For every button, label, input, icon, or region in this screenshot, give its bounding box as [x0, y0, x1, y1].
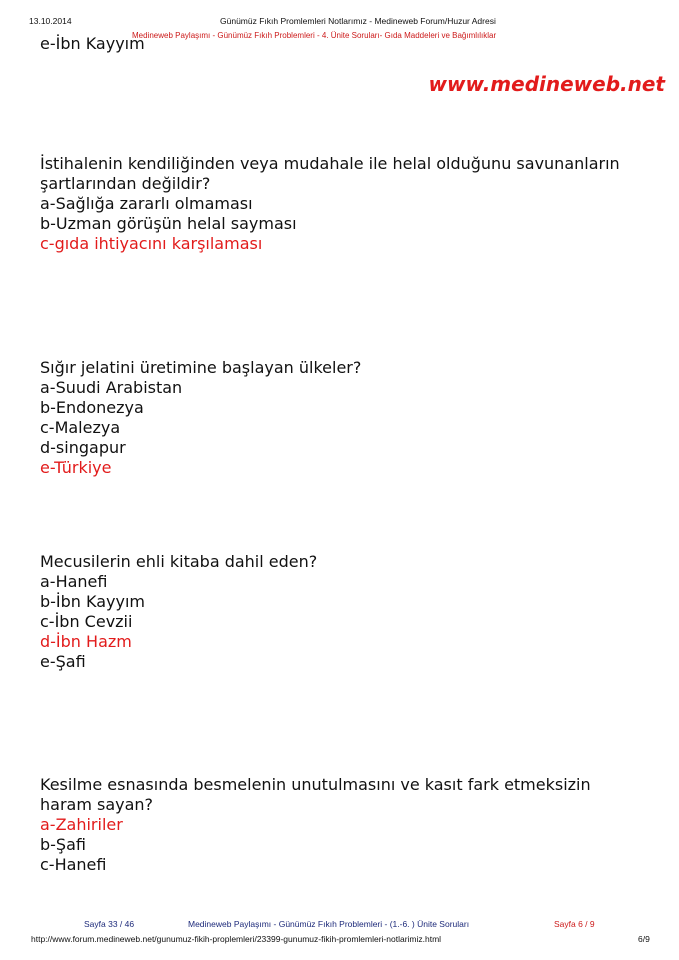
answer-option: b-Endonezya: [40, 398, 144, 417]
previous-answer: e-İbn Kayyım: [40, 34, 145, 53]
question-text: Mecusilerin ehli kitaba dahil eden?: [40, 552, 318, 571]
header-subtitle: Medineweb Paylaşımı - Günümüz Fıkıh Problemleri - 4. Ünite Soruları- Gıda Maddeleri ve Bağımlılıklar: [132, 31, 497, 40]
answer-option: d-singapur: [40, 438, 126, 457]
site-url-link[interactable]: www.medineweb.net: [428, 72, 665, 96]
correct-answer-option: a-Zahiriler: [40, 815, 123, 834]
header-title: Günümüz Fıkıh Promlemleri Notlarımız - Medineweb Forum/Huzur Adresi: [220, 16, 496, 26]
footer-page-right: Sayfa 6 / 9: [554, 919, 595, 929]
correct-answer-option: e-Türkiye: [40, 458, 112, 477]
question-text: haram sayan?: [40, 795, 154, 814]
answer-option: e-Şafi: [40, 652, 86, 671]
question-text: şartlarından değildir?: [40, 174, 211, 193]
footer-page-left: Sayfa 33 / 46: [84, 919, 135, 929]
answer-option: b-Şafi: [40, 835, 86, 854]
question-block: [40, 358, 660, 478]
question-block: [40, 154, 660, 254]
correct-answer-option: d-İbn Hazm: [40, 632, 132, 651]
answer-option: b-İbn Kayyım: [40, 592, 146, 611]
footer-url[interactable]: http://www.forum.medineweb.net/gunumuz-fikih-proplemleri/23399-gunumuz-fikih-promlemleri-notlarimiz.html: [31, 934, 442, 944]
answer-option: c-Hanefi: [40, 855, 107, 874]
footer-print-page: 6/9: [638, 934, 650, 944]
question-block: [40, 552, 660, 672]
question-block: [40, 775, 660, 875]
answer-option: a-Hanefi: [40, 572, 108, 591]
answer-option: b-Uzman görüşün helal sayması: [40, 214, 297, 233]
header-date: 13.10.2014: [29, 16, 72, 26]
answer-option: a-Suudi Arabistan: [40, 378, 183, 397]
question-text: Sığır jelatini üretimine başlayan ülkeler?: [40, 358, 362, 377]
answer-option: a-Sağlığa zararlı olmaması: [40, 194, 253, 213]
footer-center-title: Medineweb Paylaşımı - Günümüz Fıkıh Problemleri - (1.-6. ) Ünite Soruları: [188, 919, 470, 929]
answer-option: c-İbn Cevzii: [40, 612, 133, 631]
question-text: Kesilme esnasında besmelenin unutulmasını ve kasıt fark etmeksizin: [40, 775, 591, 794]
question-text: İstihalenin kendiliğinden veya mudahale ile helal olduğunu savunanların: [40, 154, 620, 173]
answer-option: c-Malezya: [40, 418, 121, 437]
correct-answer-option: c-gıda ihtiyacını karşılaması: [40, 234, 263, 253]
